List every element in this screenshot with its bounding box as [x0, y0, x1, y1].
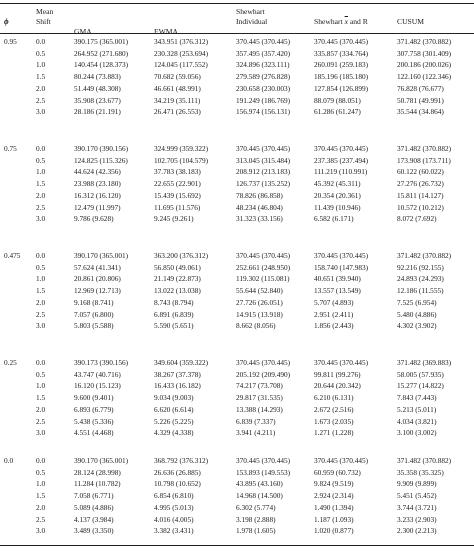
arl-cell-ewma: 5.226 (5.225): [154, 416, 194, 426]
mean-shift-value: 1.5: [36, 286, 46, 296]
arl-cell-shewhart-xbar-r: 237.385 (237.494): [314, 155, 369, 165]
header-shewhart-xbar-r: [314, 18, 368, 26]
arl-cell-shewhart-xbar-r: 1.271 (1.228): [314, 428, 354, 438]
arl-cell-cusum: 9.909 (9.899): [397, 479, 437, 489]
mean-shift-value: 2.5: [36, 309, 46, 319]
arl-cell-cusum: 5.451 (5.452): [397, 491, 437, 501]
arl-cell-cusum: 3.744 (3.721): [397, 502, 437, 512]
phi-value: 0.95: [4, 37, 17, 46]
arl-cell-gma: 57.624 (41.341): [74, 262, 121, 272]
arl-cell-shewhart-xbar-r: 9.824 (9.519): [314, 479, 354, 489]
arl-cell-shewhart-xbar-r: 127.854 (126.899): [314, 83, 369, 93]
arl-cell-shewhart-individual: 6.302 (5.774): [236, 502, 276, 512]
arl-cell-shewhart-xbar-r: 158.740 (147.983): [314, 262, 369, 272]
arl-cell-shewhart-individual: 126.737 (135.252): [236, 179, 291, 189]
arl-cell-ewma: 343.951 (376.312): [154, 37, 209, 46]
arl-cell-cusum: 371.482 (370.882): [397, 251, 452, 260]
arl-cell-shewhart-xbar-r: 260.091 (259.183): [314, 60, 369, 70]
arl-cell-ewma: 4.016 (4.005): [154, 514, 194, 524]
mean-shift-value: 0.0: [36, 251, 46, 260]
arl-cell-gma: 11.284 (10.782): [74, 479, 121, 489]
header-shift-label: Shift: [36, 17, 51, 26]
mean-shift-value: 2.0: [36, 502, 46, 512]
arl-cell-shewhart-xbar-r: 60.959 (60.732): [314, 467, 361, 477]
arl-cell-ewma: 26.636 (26.885): [154, 467, 201, 477]
arl-cell-shewhart-xbar-r: 370.445 (370.445): [314, 358, 369, 367]
arl-cell-ewma: 4.329 (4.338): [154, 428, 194, 438]
arl-cell-ewma: 6.620 (6.614): [154, 404, 194, 414]
arl-cell-shewhart-individual: 370.445 (370.445): [236, 144, 291, 153]
arl-cell-cusum: 7.525 (6.954): [397, 297, 437, 307]
arl-cell-shewhart-xbar-r: 1.187 (1.093): [314, 514, 354, 524]
arl-cell-shewhart-individual: 13.388 (14.293): [236, 404, 283, 414]
arl-cell-ewma: 13.022 (13.038): [154, 286, 201, 296]
arl-cell-ewma: 102.705 (104.579): [154, 155, 209, 165]
arl-cell-gma: 44.624 (42.356): [74, 167, 121, 177]
arl-cell-cusum: 3.100 (3.002): [397, 428, 437, 438]
arl-cell-ewma: 15.439 (15.692): [154, 190, 201, 200]
arl-cell-shewhart-individual: 370.445 (370.445): [236, 37, 291, 46]
arl-cell-shewhart-individual: 78.826 (86.858): [236, 190, 283, 200]
arl-cell-shewhart-individual: 55.644 (52.840): [236, 286, 283, 296]
arl-cell-shewhart-individual: 313.045 (315.484): [236, 155, 291, 165]
arl-cell-shewhart-individual: 208.912 (213.183): [236, 167, 291, 177]
arl-cell-cusum: 200.186 (200.026): [397, 60, 452, 70]
arl-cell-cusum: 2.300 (2.213): [397, 526, 437, 536]
arl-cell-shewhart-xbar-r: 1.673 (2.035): [314, 416, 354, 426]
arl-cell-shewhart-individual: 191.249 (186.769): [236, 95, 291, 105]
phi-value: 0.75: [4, 144, 17, 153]
arl-cell-shewhart-xbar-r: 61.286 (61.247): [314, 107, 361, 117]
arl-cell-cusum: 3.233 (2.903): [397, 514, 437, 524]
arl-cell-gma: 28.186 (21.191): [74, 107, 121, 117]
arl-cell-shewhart-xbar-r: 111.219 (110.991): [314, 167, 368, 177]
arl-cell-gma: 16.120 (15.123): [74, 381, 121, 391]
mean-shift-value: 2.0: [36, 83, 46, 93]
arl-cell-ewma: 6.891 (6.839): [154, 309, 194, 319]
bottom-rule: [0, 545, 474, 546]
arl-cell-cusum: 10.572 (10.212): [397, 202, 444, 212]
header-gma: GMA: [74, 27, 92, 36]
arl-cell-ewma: 349.604 (359.322): [154, 358, 209, 367]
arl-cell-ewma: 8.743 (8.794): [154, 297, 194, 307]
arl-cell-gma: 264.952 (271.680): [74, 48, 129, 58]
mean-shift-value: 0.0: [36, 358, 46, 367]
arl-cell-shewhart-individual: 230.658 (230.003): [236, 83, 291, 93]
arl-cell-shewhart-xbar-r: 40.651 (39.940): [314, 274, 361, 284]
arl-cell-gma: 390.170 (365.001): [74, 251, 129, 260]
arl-cell-ewma: 16.433 (16.182): [154, 381, 201, 391]
arl-cell-cusum: 307.758 (301.409): [397, 48, 452, 58]
arl-cell-ewma: 11.695 (11.576): [154, 202, 201, 212]
arl-cell-ewma: 70.682 (59.056): [154, 72, 201, 82]
arl-cell-gma: 35.908 (23.677): [74, 95, 121, 105]
arl-cell-shewhart-xbar-r: 88.079 (88.051): [314, 95, 361, 105]
arl-cell-ewma: 368.792 (376.312): [154, 456, 209, 465]
arl-cell-gma: 9.600 (9.401): [74, 393, 114, 403]
arl-cell-cusum: 15.277 (14.822): [397, 381, 444, 391]
mean-shift-value: 1.0: [36, 381, 46, 391]
arl-cell-ewma: 4.995 (5.013): [154, 502, 194, 512]
arl-cell-ewma: 5.590 (5.651): [154, 321, 194, 331]
mean-shift-value: 0.5: [36, 467, 46, 477]
arl-cell-gma: 6.893 (6.779): [74, 404, 114, 414]
arl-cell-shewhart-xbar-r: 370.445 (370.445): [314, 37, 369, 46]
arl-cell-shewhart-individual: 370.445 (370.445): [236, 251, 291, 260]
arl-cell-cusum: 92.216 (92.155): [397, 262, 444, 272]
arl-cell-shewhart-individual: 14.915 (13.918): [236, 309, 283, 319]
header-phi: ϕ: [4, 17, 9, 26]
arl-cell-cusum: 60.122 (60.022): [397, 167, 444, 177]
mean-shift-value: 1.5: [36, 72, 46, 82]
arl-cell-shewhart-individual: 31.323 (33.156): [236, 214, 283, 224]
arl-cell-cusum: 58.005 (57.935): [397, 369, 444, 379]
arl-cell-shewhart-xbar-r: 370.445 (370.445): [314, 456, 369, 465]
mean-shift-value: 1.0: [36, 479, 46, 489]
mean-shift-value: 1.5: [36, 179, 46, 189]
arl-cell-ewma: 26.471 (26.553): [154, 107, 201, 117]
arl-cell-shewhart-xbar-r: 2.951 (2.411): [314, 309, 354, 319]
header-shewhart-label: Shewhart: [236, 7, 265, 16]
arl-cell-gma: 140.454 (128.373): [74, 60, 129, 70]
arl-cell-cusum: 50.781 (49.991): [397, 95, 444, 105]
arl-cell-gma: 16.312 (16.120): [74, 190, 121, 200]
mean-shift-value: 2.0: [36, 404, 46, 414]
mean-shift-value: 3.0: [36, 214, 46, 224]
arl-cell-cusum: 371.482 (370.882): [397, 144, 452, 153]
arl-cell-shewhart-xbar-r: 1.020 (0.877): [314, 526, 354, 536]
arl-cell-shewhart-xbar-r: 99.811 (99.276): [314, 369, 361, 379]
arl-cell-ewma: 6.854 (6.810): [154, 491, 194, 501]
top-rule: [0, 3, 474, 4]
header-xbar-symbol: $\overline{x}$: [344, 17, 348, 26]
arl-cell-shewhart-xbar-r: 20.354 (20.361): [314, 190, 361, 200]
arl-cell-gma: 390.173 (390.156): [74, 358, 129, 367]
arl-cell-shewhart-xbar-r: 11.439 (10.946): [314, 202, 361, 212]
phi-value: 0.25: [4, 358, 17, 367]
arl-cell-shewhart-xbar-r: 1.490 (1.394): [314, 502, 354, 512]
mean-shift-value: 3.0: [36, 428, 46, 438]
arl-cell-ewma: 10.798 (10.652): [154, 479, 201, 489]
header-ewma: EWMA: [154, 27, 179, 36]
arl-cell-gma: 12.479 (11.997): [74, 202, 121, 212]
arl-cell-ewma: 3.382 (3.431): [154, 526, 194, 536]
header-cusum: CUSUM: [397, 17, 425, 26]
arl-cell-ewma: 9.034 (9.003): [154, 393, 194, 403]
arl-cell-shewhart-individual: 156.974 (156.131): [236, 107, 291, 117]
mean-shift-value: 0.5: [36, 369, 46, 379]
arl-cell-shewhart-individual: 252.661 (248.950): [236, 262, 291, 272]
arl-cell-ewma: 9.245 (9.261): [154, 214, 194, 224]
arl-cell-shewhart-xbar-r: 6.210 (6.131): [314, 393, 354, 403]
mean-shift-value: 0.5: [36, 155, 46, 165]
arl-cell-cusum: 35.544 (34.864): [397, 107, 444, 117]
arl-cell-shewhart-individual: 357.495 (357.420): [236, 48, 291, 58]
header-shewhart-xr-suffix: and R: [347, 17, 368, 26]
arl-cell-shewhart-xbar-r: 370.445 (370.445): [314, 251, 369, 260]
mean-shift-value: 0.5: [36, 48, 46, 58]
mean-shift-value: 2.5: [36, 95, 46, 105]
arl-cell-cusum: 76.828 (76.677): [397, 83, 444, 93]
arl-cell-ewma: 34.219 (35.111): [154, 95, 201, 105]
arl-cell-gma: 3.489 (3.350): [74, 526, 114, 536]
arl-cell-shewhart-xbar-r: 13.557 (13.549): [314, 286, 361, 296]
arl-cell-gma: 43.747 (40.716): [74, 369, 121, 379]
arl-cell-ewma: 230.328 (253.694): [154, 48, 209, 58]
arl-cell-shewhart-individual: 119.302 (115.081): [236, 274, 290, 284]
arl-cell-shewhart-xbar-r: 2.672 (2.516): [314, 404, 354, 414]
arl-cell-shewhart-individual: 29.817 (31.535): [236, 393, 283, 403]
arl-cell-ewma: 37.783 (38.183): [154, 167, 201, 177]
arl-cell-ewma: 38.267 (37.378): [154, 369, 201, 379]
arl-cell-ewma: 363.200 (376.312): [154, 251, 209, 260]
arl-cell-cusum: 7.843 (7.443): [397, 393, 437, 403]
header-individual-label: Individual: [236, 17, 268, 26]
arl-cell-shewhart-individual: 3.941 (4.211): [236, 428, 276, 438]
mean-shift-value: 1.5: [36, 393, 46, 403]
arl-cell-cusum: 4.302 (3.902): [397, 321, 437, 331]
arl-cell-cusum: 15.811 (14.127): [397, 190, 444, 200]
arl-cell-shewhart-xbar-r: 185.196 (185.180): [314, 72, 369, 82]
mean-shift-value: 2.5: [36, 416, 46, 426]
mean-shift-value: 1.0: [36, 60, 46, 70]
arl-cell-cusum: 371.482 (369.883): [397, 358, 452, 367]
mean-shift-value: 3.0: [36, 107, 46, 117]
arl-cell-shewhart-individual: 153.893 (149.553): [236, 467, 291, 477]
arl-cell-cusum: 27.276 (26.732): [397, 179, 444, 189]
arl-cell-gma: 390.170 (390.156): [74, 144, 129, 153]
arl-cell-shewhart-individual: 74.217 (73.708): [236, 381, 283, 391]
mean-shift-value: 2.5: [36, 202, 46, 212]
arl-cell-gma: 4.137 (3.984): [74, 514, 114, 524]
arl-cell-shewhart-xbar-r: 45.392 (45.311): [314, 179, 361, 189]
header-mean-label: Mean: [36, 7, 54, 16]
arl-cell-gma: 12.969 (12.713): [74, 286, 121, 296]
arl-cell-cusum: 24.893 (24.293): [397, 274, 444, 284]
mean-shift-value: 3.0: [36, 321, 46, 331]
arl-cell-gma: 5.089 (4.886): [74, 502, 114, 512]
arl-cell-shewhart-individual: 8.662 (8.056): [236, 321, 276, 331]
arl-cell-gma: 5.803 (5.588): [74, 321, 114, 331]
mean-shift-value: 0.0: [36, 456, 46, 465]
arl-cell-shewhart-individual: 14.968 (14.500): [236, 491, 283, 501]
mean-shift-value: 2.0: [36, 190, 46, 200]
mean-shift-value: 2.5: [36, 514, 46, 524]
arl-cell-shewhart-xbar-r: 1.856 (2.443): [314, 321, 354, 331]
arl-cell-ewma: 46.661 (48.991): [154, 83, 201, 93]
arl-cell-cusum: 122.160 (122.346): [397, 72, 452, 82]
arl-cell-shewhart-individual: 48.234 (46.804): [236, 202, 283, 212]
arl-cell-shewhart-individual: 3.198 (2.888): [236, 514, 276, 524]
arl-cell-gma: 23.988 (23.180): [74, 179, 121, 189]
mean-shift-value: 1.0: [36, 274, 46, 284]
arl-cell-ewma: 324.999 (359.322): [154, 144, 209, 153]
arl-cell-shewhart-individual: 279.589 (276.828): [236, 72, 291, 82]
arl-cell-gma: 390.175 (365.001): [74, 37, 129, 46]
arl-cell-cusum: 5.480 (4.886): [397, 309, 437, 319]
arl-cell-ewma: 124.045 (117.552): [154, 60, 208, 70]
arl-cell-gma: 7.057 (6.800): [74, 309, 114, 319]
phi-value: 0.0: [4, 456, 14, 465]
arl-cell-cusum: 371.482 (370.882): [397, 456, 452, 465]
arl-cell-shewhart-individual: 205.192 (209.490): [236, 369, 291, 379]
arl-cell-shewhart-xbar-r: 2.924 (2.314): [314, 491, 354, 501]
arl-cell-shewhart-xbar-r: 20.644 (20.342): [314, 381, 361, 391]
arl-cell-gma: 7.058 (6.771): [74, 491, 114, 501]
arl-cell-gma: 20.861 (20.806): [74, 274, 121, 284]
header-shewhart-xr-prefix: Shewhart: [314, 17, 345, 26]
arl-cell-gma: 9.168 (8.741): [74, 297, 114, 307]
arl-cell-cusum: 173.908 (173.711): [397, 155, 451, 165]
arl-cell-shewhart-xbar-r: 335.857 (334.764): [314, 48, 369, 58]
arl-cell-cusum: 8.072 (7.692): [397, 214, 437, 224]
arl-cell-cusum: 4.034 (3.821): [397, 416, 437, 426]
arl-cell-ewma: 21.149 (22.873): [154, 274, 201, 284]
arl-cell-shewhart-xbar-r: 5.707 (4.893): [314, 297, 354, 307]
arl-cell-gma: 5.438 (5.336): [74, 416, 114, 426]
arl-cell-gma: 124.825 (115.326): [74, 155, 128, 165]
mean-shift-value: 0.0: [36, 144, 46, 153]
arl-cell-cusum: 5.213 (5.011): [397, 404, 437, 414]
arl-cell-gma: 51.449 (48.308): [74, 83, 121, 93]
mean-shift-value: 1.0: [36, 167, 46, 177]
arl-cell-shewhart-xbar-r: 370.445 (370.445): [314, 144, 369, 153]
header-rule: [0, 33, 474, 34]
mean-shift-value: 3.0: [36, 526, 46, 536]
arl-cell-shewhart-individual: 370.445 (370.445): [236, 358, 291, 367]
arl-cell-gma: 28.124 (28.998): [74, 467, 121, 477]
arl-cell-cusum: 12.186 (11.555): [397, 286, 444, 296]
arl-cell-gma: 390.170 (365.001): [74, 456, 129, 465]
arl-cell-shewhart-individual: 1.978 (1.605): [236, 526, 276, 536]
arl-cell-shewhart-individual: 370.445 (370.445): [236, 456, 291, 465]
arl-cell-gma: 9.786 (9.628): [74, 214, 114, 224]
arl-cell-shewhart-individual: 324.896 (323.111): [236, 60, 290, 70]
arl-cell-shewhart-individual: 43.895 (43.160): [236, 479, 283, 489]
mean-shift-value: 2.0: [36, 297, 46, 307]
arl-cell-ewma: 22.655 (22.901): [154, 179, 201, 189]
phi-value: 0.475: [4, 251, 21, 260]
mean-shift-value: 0.0: [36, 37, 46, 46]
arl-cell-shewhart-individual: 27.726 (26.051): [236, 297, 283, 307]
arl-cell-cusum: 371.482 (370.882): [397, 37, 452, 46]
arl-cell-ewma: 56.850 (49.061): [154, 262, 201, 272]
mean-shift-value: 1.5: [36, 491, 46, 501]
arl-cell-gma: 4.551 (4.468): [74, 428, 114, 438]
arl-cell-cusum: 35.358 (35.325): [397, 467, 444, 477]
arl-cell-gma: 80.244 (73.883): [74, 72, 121, 82]
mean-shift-value: 0.5: [36, 262, 46, 272]
arl-cell-shewhart-individual: 6.839 (7.337): [236, 416, 276, 426]
arl-cell-shewhart-xbar-r: 6.582 (6.171): [314, 214, 354, 224]
